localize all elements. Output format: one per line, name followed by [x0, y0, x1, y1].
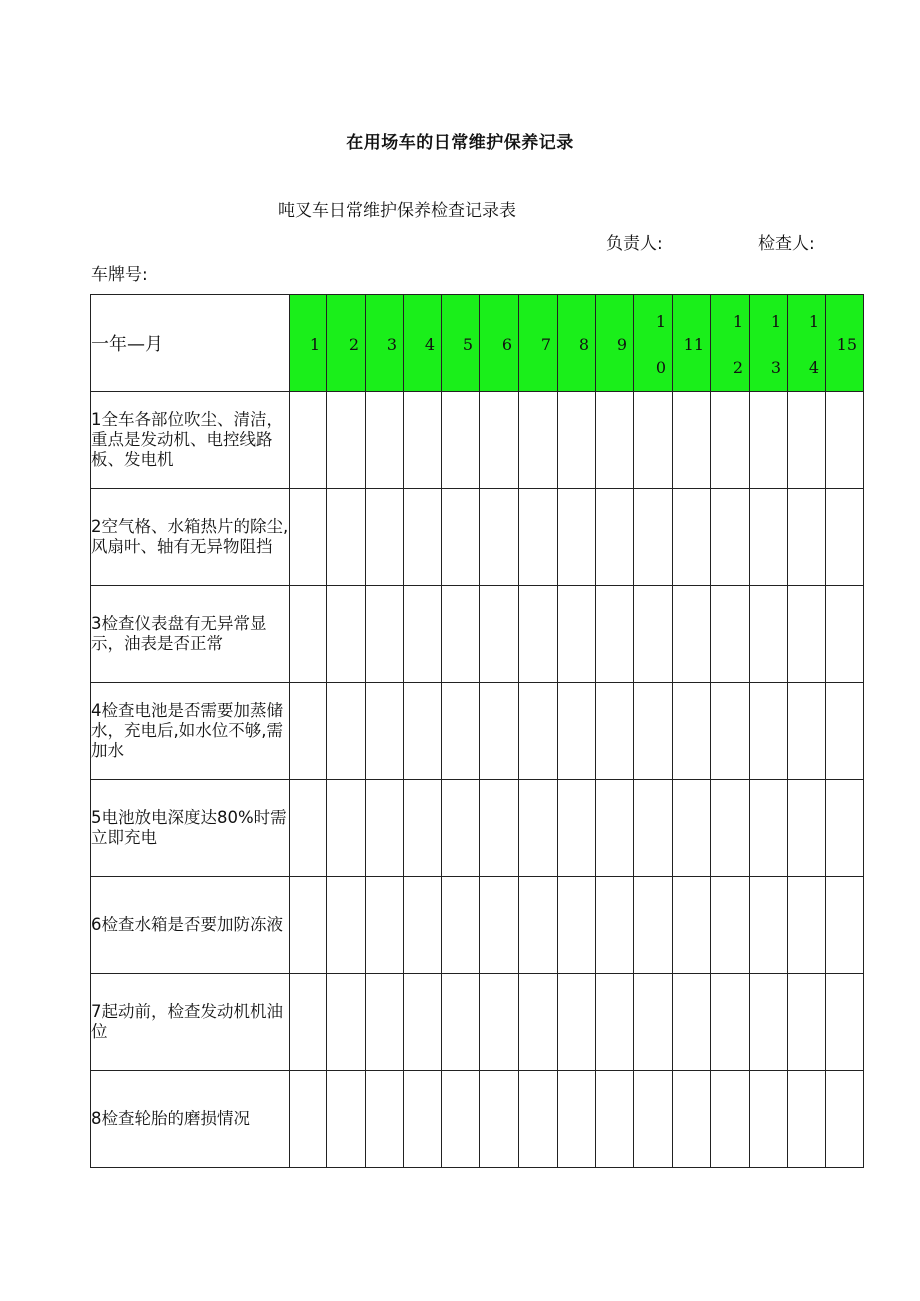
- check-cell[interactable]: [519, 683, 558, 780]
- check-cell[interactable]: [480, 780, 519, 877]
- day-number: 5: [462, 335, 473, 354]
- check-cell[interactable]: [480, 392, 519, 489]
- check-cell[interactable]: [404, 392, 442, 489]
- check-cell[interactable]: [442, 780, 480, 877]
- check-cell[interactable]: [634, 780, 673, 877]
- check-cell[interactable]: [519, 974, 558, 1071]
- check-cell[interactable]: [826, 683, 864, 780]
- check-cell[interactable]: [788, 392, 826, 489]
- check-cell[interactable]: [480, 877, 519, 974]
- check-cell[interactable]: [404, 586, 442, 683]
- day-number: 2: [348, 335, 359, 354]
- day-header-cell: [750, 295, 788, 392]
- checklist-row: [91, 877, 864, 974]
- day-header-cell: [711, 295, 750, 392]
- check-cell[interactable]: [596, 877, 634, 974]
- check-cell[interactable]: [480, 586, 519, 683]
- checklist-item-label: 4检查电池是否需要加蒸储水，充电后,如水位不够,需加水: [91, 683, 290, 780]
- check-cell[interactable]: [558, 392, 596, 489]
- day-number-part: 4: [808, 358, 819, 377]
- day-number: 15: [836, 335, 857, 354]
- check-cell[interactable]: [442, 974, 480, 1071]
- day-number-part: 0: [655, 358, 666, 377]
- checklist-row: [91, 489, 864, 586]
- check-cell[interactable]: [634, 586, 673, 683]
- check-cell[interactable]: [366, 489, 404, 586]
- day-header-cell: [826, 295, 864, 392]
- day-header-cell: [290, 295, 327, 392]
- check-cell[interactable]: [596, 392, 634, 489]
- day-header-cell: [634, 295, 673, 392]
- check-cell[interactable]: [826, 489, 864, 586]
- check-cell[interactable]: [519, 586, 558, 683]
- day-header-cell: [404, 295, 442, 392]
- check-cell[interactable]: [404, 489, 442, 586]
- check-cell[interactable]: [442, 489, 480, 586]
- check-cell[interactable]: [673, 780, 711, 877]
- check-cell[interactable]: [826, 586, 864, 683]
- check-cell[interactable]: [558, 1071, 596, 1168]
- check-cell[interactable]: [634, 1071, 673, 1168]
- check-cell[interactable]: [480, 974, 519, 1071]
- check-cell[interactable]: [788, 683, 826, 780]
- checklist-item-label: 1全车各部位吹尘、清洁，重点是发动机、电控线路板、发电机: [91, 392, 290, 489]
- check-cell[interactable]: [750, 1071, 788, 1168]
- document-title: 在用场车的日常维护保养记录: [346, 133, 574, 153]
- check-cell[interactable]: [558, 780, 596, 877]
- day-number: 7: [540, 335, 551, 354]
- check-cell[interactable]: [327, 392, 366, 489]
- checklist-row: [91, 392, 864, 489]
- check-cell[interactable]: [327, 683, 366, 780]
- check-cell[interactable]: [327, 489, 366, 586]
- day-header-cell: [519, 295, 558, 392]
- day-number: 3: [386, 335, 397, 354]
- day-header-cell: [673, 295, 711, 392]
- check-cell[interactable]: [442, 877, 480, 974]
- table-subtitle: 吨叉车日常维护保养检查记录表: [278, 201, 516, 221]
- check-cell[interactable]: [558, 683, 596, 780]
- check-cell[interactable]: [673, 392, 711, 489]
- day-number: 4: [424, 335, 435, 354]
- check-cell[interactable]: [558, 974, 596, 1071]
- check-cell[interactable]: [673, 489, 711, 586]
- check-cell[interactable]: [673, 586, 711, 683]
- checklist-item-label: 5电池放电深度达80%时需立即充电: [91, 780, 290, 877]
- day-number: 1: [309, 335, 320, 354]
- check-cell[interactable]: [404, 974, 442, 1071]
- day-header-cell: [366, 295, 404, 392]
- checklist-item-label: 8检查轮胎的磨损情况: [91, 1071, 290, 1168]
- check-cell[interactable]: [327, 974, 366, 1071]
- checklist-row: [91, 586, 864, 683]
- check-cell[interactable]: [480, 1071, 519, 1168]
- check-cell[interactable]: [480, 489, 519, 586]
- day-number-part: 2: [732, 358, 743, 377]
- day-number-part: 1: [655, 312, 666, 331]
- checklist-item-label: 7起动前，检查发动机机油位: [91, 974, 290, 1071]
- check-cell[interactable]: [750, 877, 788, 974]
- check-cell[interactable]: [327, 586, 366, 683]
- check-cell[interactable]: [290, 683, 327, 780]
- check-cell[interactable]: [750, 780, 788, 877]
- check-cell[interactable]: [634, 974, 673, 1071]
- day-header-cell: [558, 295, 596, 392]
- check-cell[interactable]: [290, 392, 327, 489]
- check-cell[interactable]: [519, 489, 558, 586]
- check-cell[interactable]: [788, 489, 826, 586]
- check-cell[interactable]: [634, 392, 673, 489]
- day-header-cell: [788, 295, 826, 392]
- check-cell[interactable]: [558, 586, 596, 683]
- day-number-part: 1: [808, 312, 819, 331]
- checklist-row: [91, 780, 864, 877]
- check-cell[interactable]: [826, 392, 864, 489]
- check-cell[interactable]: [788, 974, 826, 1071]
- check-cell[interactable]: [519, 780, 558, 877]
- day-header-cell: [596, 295, 634, 392]
- check-cell[interactable]: [711, 489, 750, 586]
- checklist-item-label: 6检查水箱是否要加防冻液: [91, 877, 290, 974]
- check-cell[interactable]: [596, 780, 634, 877]
- check-cell[interactable]: [442, 392, 480, 489]
- check-cell[interactable]: [673, 683, 711, 780]
- check-cell[interactable]: [711, 780, 750, 877]
- check-cell[interactable]: [750, 586, 788, 683]
- check-cell[interactable]: [290, 780, 327, 877]
- check-cell[interactable]: [826, 780, 864, 877]
- check-cell[interactable]: [290, 974, 327, 1071]
- check-cell[interactable]: [442, 586, 480, 683]
- check-cell[interactable]: [826, 877, 864, 974]
- day-number-part: 1: [770, 312, 781, 331]
- check-cell[interactable]: [596, 1071, 634, 1168]
- day-number: 8: [578, 335, 589, 354]
- checklist-row: [91, 1071, 864, 1168]
- check-cell[interactable]: [366, 683, 404, 780]
- check-cell[interactable]: [596, 683, 634, 780]
- check-cell[interactable]: [673, 974, 711, 1071]
- check-cell[interactable]: [327, 1071, 366, 1168]
- checklist-row: [91, 683, 864, 780]
- check-cell[interactable]: [290, 586, 327, 683]
- check-cell[interactable]: [404, 683, 442, 780]
- checklist-row: [91, 974, 864, 1071]
- check-cell[interactable]: [290, 489, 327, 586]
- check-cell[interactable]: [558, 489, 596, 586]
- check-cell[interactable]: [366, 392, 404, 489]
- check-cell[interactable]: [519, 392, 558, 489]
- check-cell[interactable]: [558, 877, 596, 974]
- check-cell[interactable]: [596, 489, 634, 586]
- check-cell[interactable]: [711, 586, 750, 683]
- check-cell[interactable]: [634, 877, 673, 974]
- check-cell[interactable]: [404, 1071, 442, 1168]
- check-cell[interactable]: [366, 586, 404, 683]
- check-cell[interactable]: [826, 974, 864, 1071]
- year-month-header: 一年—月: [91, 295, 290, 392]
- check-cell[interactable]: [596, 974, 634, 1071]
- check-cell[interactable]: [480, 683, 519, 780]
- check-cell[interactable]: [327, 877, 366, 974]
- check-cell[interactable]: [711, 1071, 750, 1168]
- checklist-item-label: 3检查仪表盘有无异常显示，油表是否正常: [91, 586, 290, 683]
- check-cell[interactable]: [788, 1071, 826, 1168]
- check-cell[interactable]: [366, 877, 404, 974]
- check-cell[interactable]: [290, 1071, 327, 1168]
- day-number: 9: [616, 335, 627, 354]
- day-header-cell: [442, 295, 480, 392]
- check-cell[interactable]: [673, 877, 711, 974]
- check-cell[interactable]: [711, 877, 750, 974]
- check-cell[interactable]: [596, 586, 634, 683]
- day-number: 11: [683, 335, 704, 354]
- check-cell[interactable]: [442, 1071, 480, 1168]
- check-cell[interactable]: [711, 974, 750, 1071]
- check-cell[interactable]: [788, 586, 826, 683]
- check-cell[interactable]: [788, 780, 826, 877]
- check-cell[interactable]: [750, 392, 788, 489]
- check-cell[interactable]: [290, 877, 327, 974]
- day-number-part: 3: [770, 358, 781, 377]
- check-cell[interactable]: [673, 1071, 711, 1168]
- check-cell[interactable]: [366, 974, 404, 1071]
- check-cell[interactable]: [826, 1071, 864, 1168]
- plate-number-label: 车牌号:: [91, 265, 148, 285]
- check-cell[interactable]: [750, 974, 788, 1071]
- check-cell[interactable]: [366, 780, 404, 877]
- check-cell[interactable]: [788, 877, 826, 974]
- day-header-cell: [480, 295, 519, 392]
- check-cell[interactable]: [750, 683, 788, 780]
- checklist-item-label: 2空气格、水箱热片的除尘,风扇叶、轴有无异物阻挡: [91, 489, 290, 586]
- header-row: [91, 295, 864, 392]
- check-cell[interactable]: [711, 683, 750, 780]
- check-cell[interactable]: [404, 780, 442, 877]
- check-cell[interactable]: [750, 489, 788, 586]
- check-cell[interactable]: [634, 489, 673, 586]
- check-cell[interactable]: [327, 780, 366, 877]
- inspector-label: 检查人:: [758, 234, 815, 254]
- day-number: 6: [501, 335, 512, 354]
- check-cell[interactable]: [442, 683, 480, 780]
- responsible-person-label: 负责人:: [606, 234, 663, 254]
- day-number-part: 1: [732, 312, 743, 331]
- check-cell[interactable]: [634, 683, 673, 780]
- check-cell[interactable]: [366, 1071, 404, 1168]
- day-header-cell: [327, 295, 366, 392]
- check-cell[interactable]: [404, 877, 442, 974]
- maintenance-record-table: [90, 294, 864, 1168]
- check-cell[interactable]: [519, 1071, 558, 1168]
- check-cell[interactable]: [519, 877, 558, 974]
- check-cell[interactable]: [711, 392, 750, 489]
